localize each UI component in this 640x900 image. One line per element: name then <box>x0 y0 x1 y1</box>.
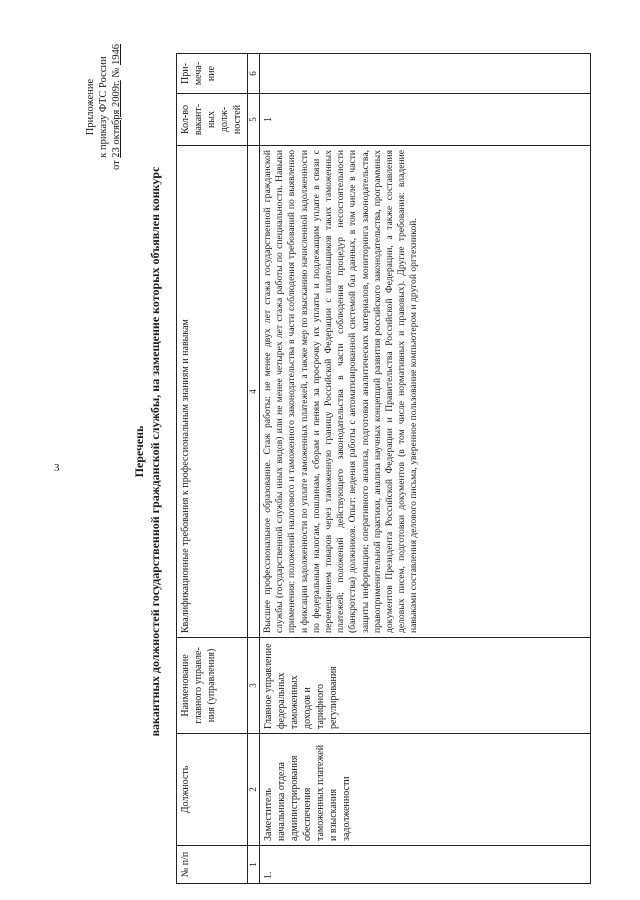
row-vacancy-count: 1 <box>260 94 591 146</box>
column-number: 6 <box>248 54 260 94</box>
heading-title: Перечень <box>132 425 146 478</box>
page-number: 3 <box>54 462 60 474</box>
appendix-date-prefix: от <box>111 160 122 171</box>
appendix-date: 23 октября 2009г. <box>111 80 122 158</box>
column-number: 4 <box>248 146 260 638</box>
header-department: Наименование главного управле-ния (управления) <box>177 638 248 734</box>
row-number: 1. <box>260 846 591 884</box>
header-vacancy-count: Кол-во вакант-ных долж-ностей <box>177 94 248 146</box>
document-heading <box>131 19 163 884</box>
header-requirements: Квалификационные требования к профессиональным знаниям и навыкам <box>177 146 248 638</box>
appendix-line-3 <box>110 22 123 192</box>
table-column-number-row <box>248 54 260 884</box>
appendix-number-sign: № <box>111 67 122 78</box>
rotated-document-sheet <box>36 19 621 884</box>
column-number: 2 <box>248 734 260 846</box>
header-number: № п/п <box>177 846 248 884</box>
appendix-line-1: Приложение <box>85 78 96 136</box>
header-position: Должность <box>177 734 248 846</box>
appendix-line-2: к приказу ФТС России <box>98 56 109 158</box>
table-header-row <box>177 54 248 884</box>
row-requirements: Высшее профессиональное образование. Стаж работы: не менее двух лет стажа государственной гражданской службы (государственной службы иных видов) или не менее четырех лет стажа работы по специальности. Навыки применения: положений налогового и таможенного законодательства в части соблюдения требований по выявлению и фиксации задолженности по уплате таможенных платежей, а также мер по взысканию начисленной задолженности по федеральным налогам, пошлинам, сборам и пеням за просрочку их уплаты и подлежащим уплате в связи с перемещением товаров через таможенную границу Российской Федерации с плательщиков таких таможенных платежей; положений действующего законодательства в части соблюдения процедур несостоятельности (банкротства) должников. Опыт: ведения работы с автоматизированной системой баз данных, в том числе в части защиты информации; оперативного анализа, подготовки аналитических материалов, мониторинга законодательства, правоприменительной практики, анализа научных концепций развития российского законодательства, программных документов Президента Российской Федерации и Правительства Российской Федерации, а также составления деловых писем, подготовки документов (в том числе нормативных и правовых). Другие требования: владение навыками составления делового письма, уверенное пользование компьютером и другой оргтехникой. <box>260 146 591 638</box>
heading-subtitle: вакантных должностей государственной гражданской службы, на замещение которых объявлен конкурс <box>148 166 162 737</box>
vacancies-table <box>176 53 591 884</box>
appendix-number: 1946 <box>111 43 122 65</box>
appendix-reference <box>84 22 123 192</box>
column-number: 3 <box>248 638 260 734</box>
column-number: 5 <box>248 94 260 146</box>
table-row <box>260 54 591 884</box>
column-number: 1 <box>248 846 260 884</box>
row-position: Заместитель начальника отдела администрирования обеспечения таможенных платежей и взыскания задолженности <box>260 734 591 846</box>
row-department: Главное управление федеральных таможенных доходов и тарифного регулирования <box>260 638 591 734</box>
header-note: При-меча-ние <box>177 54 248 94</box>
row-note <box>260 54 591 94</box>
